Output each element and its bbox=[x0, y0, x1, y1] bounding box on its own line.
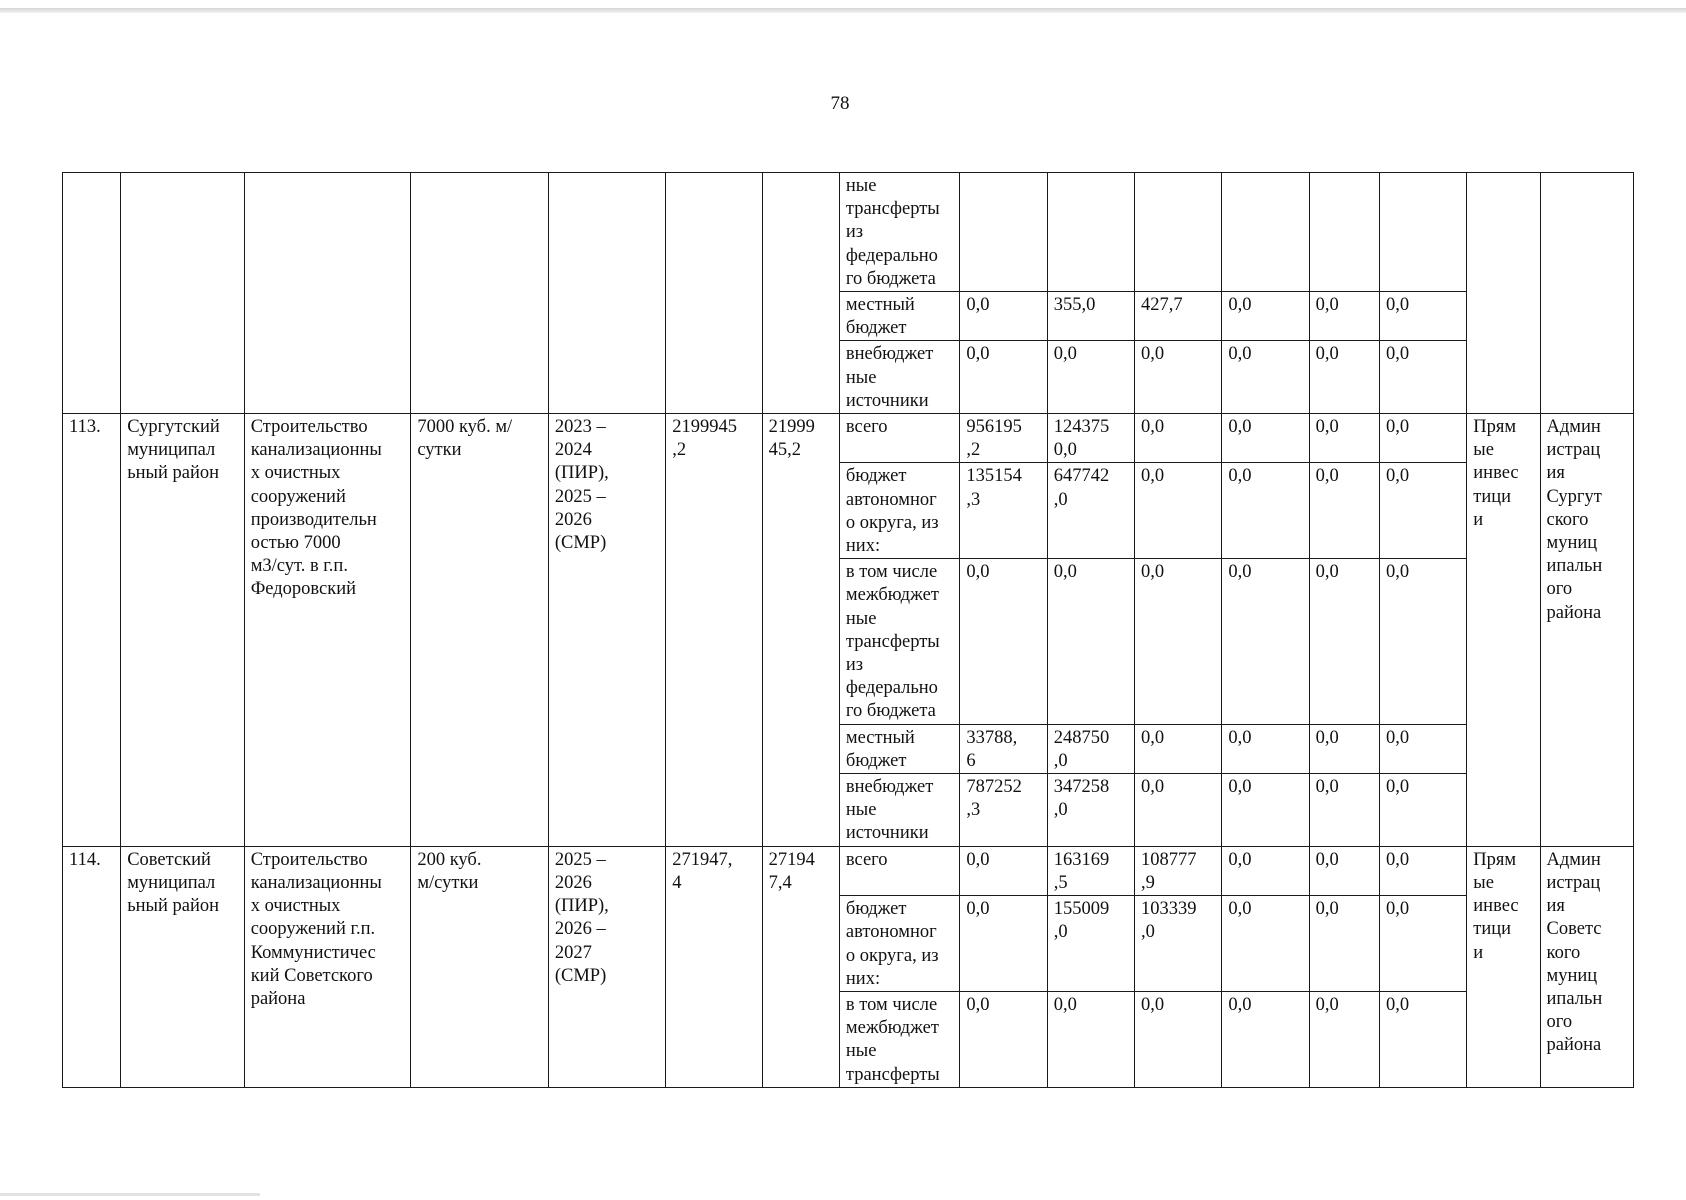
table-row bbox=[63, 846, 1634, 895]
funding-source: ные трансферты из федерально го бюджета bbox=[839, 173, 959, 292]
funding-value bbox=[960, 173, 1047, 292]
funding-source: бюджет автономног о округа, из них: bbox=[839, 896, 959, 992]
funding-source: в том числе межбюджет ные трансферты bbox=[839, 991, 959, 1087]
funding-source: в том числе межбюджет ные трансферты из федерально го бюджета bbox=[839, 559, 959, 724]
funding-value: 103339 ,0 bbox=[1135, 896, 1222, 992]
funding-value: 0,0 bbox=[1222, 414, 1309, 463]
funding-value: 0,0 bbox=[1379, 414, 1466, 463]
funding-value: 135154 ,3 bbox=[960, 463, 1047, 559]
funding-value: 0,0 bbox=[960, 846, 1047, 895]
cell-cost-total bbox=[762, 173, 839, 414]
funding-value: 0,0 bbox=[1047, 991, 1134, 1087]
funding-source: внебюджет ные источники bbox=[839, 774, 959, 847]
funding-value: 0,0 bbox=[960, 292, 1047, 341]
page-number: 78 bbox=[830, 93, 850, 114]
funding-value bbox=[1309, 173, 1379, 292]
funding-value: 0,0 bbox=[1135, 341, 1222, 414]
project-mechanism: Прям ые инвес тици и bbox=[1467, 414, 1540, 847]
funding-value: 0,0 bbox=[1047, 341, 1134, 414]
funding-value bbox=[1135, 173, 1222, 292]
funding-value: 355,0 bbox=[1047, 292, 1134, 341]
cell-period bbox=[548, 173, 665, 414]
project-responsible: Админ истрац ия Сургут ского муниц ипальн ого района bbox=[1540, 414, 1633, 847]
funding-source: внебюджет ные источники bbox=[839, 341, 959, 414]
funding-value: 0,0 bbox=[1379, 846, 1466, 895]
project-object: Строительство канализационны х очистных сооружений производительн остью 7000 м3/сут. в г.п. Федоровский bbox=[244, 414, 411, 847]
project-mechanism: Прям ые инвес тици и bbox=[1467, 846, 1540, 1087]
funding-value: 0,0 bbox=[1047, 559, 1134, 724]
funding-value: 0,0 bbox=[1222, 292, 1309, 341]
funding-value: 0,0 bbox=[960, 896, 1047, 992]
funding-value: 0,0 bbox=[1379, 341, 1466, 414]
funding-value: 0,0 bbox=[960, 559, 1047, 724]
funding-value bbox=[1379, 173, 1466, 292]
funding-value: 647742 ,0 bbox=[1047, 463, 1134, 559]
project-number: 113. bbox=[63, 414, 121, 847]
funding-value: 0,0 bbox=[1379, 991, 1466, 1087]
funding-value: 124375 0,0 bbox=[1047, 414, 1134, 463]
project-cost: 2199945 ,2 bbox=[666, 414, 762, 847]
funding-value: 0,0 bbox=[1135, 991, 1222, 1087]
funding-value: 0,0 bbox=[1309, 292, 1379, 341]
funding-value: 0,0 bbox=[1135, 724, 1222, 773]
funding-value: 0,0 bbox=[1309, 991, 1379, 1087]
funding-value: 0,0 bbox=[1222, 774, 1309, 847]
funding-source: всего bbox=[839, 414, 959, 463]
funding-value: 0,0 bbox=[1135, 463, 1222, 559]
funding-value: 0,0 bbox=[1379, 724, 1466, 773]
funding-value: 787252 ,3 bbox=[960, 774, 1047, 847]
funding-value: 0,0 bbox=[1222, 463, 1309, 559]
table-row bbox=[63, 173, 1634, 292]
project-cost: 271947, 4 bbox=[666, 846, 762, 1087]
funding-value: 0,0 bbox=[1222, 341, 1309, 414]
cell-responsible bbox=[1540, 173, 1633, 414]
funding-value: 0,0 bbox=[1135, 414, 1222, 463]
funding-value: 0,0 bbox=[1379, 559, 1466, 724]
funding-value: 0,0 bbox=[1309, 774, 1379, 847]
cell-number bbox=[63, 173, 121, 414]
funding-value: 0,0 bbox=[1135, 559, 1222, 724]
funding-value: 0,0 bbox=[1379, 896, 1466, 992]
funding-value: 0,0 bbox=[1222, 896, 1309, 992]
funding-value: 0,0 bbox=[1222, 991, 1309, 1087]
funding-value: 163169 ,5 bbox=[1047, 846, 1134, 895]
funding-source: бюджет автономног о округа, из них: bbox=[839, 463, 959, 559]
funding-value: 0,0 bbox=[1309, 559, 1379, 724]
project-number: 114. bbox=[63, 846, 121, 1087]
scan-edge-bottom bbox=[0, 1193, 260, 1196]
funding-value: 0,0 bbox=[1309, 724, 1379, 773]
funding-value: 0,0 bbox=[1309, 341, 1379, 414]
project-municipality: Сургутский муниципал ьный район bbox=[121, 414, 244, 847]
funding-value: 347258 ,0 bbox=[1047, 774, 1134, 847]
project-period: 2025 – 2026 (ПИР), 2026 – 2027 (СМР) bbox=[548, 846, 665, 1087]
investment-projects-table bbox=[62, 172, 1634, 1088]
project-period: 2023 – 2024 (ПИР), 2025 – 2026 (СМР) bbox=[548, 414, 665, 847]
funding-value bbox=[1222, 173, 1309, 292]
funding-source: местный бюджет bbox=[839, 724, 959, 773]
funding-value: 0,0 bbox=[1379, 292, 1466, 341]
funding-value: 155009 ,0 bbox=[1047, 896, 1134, 992]
funding-value: 0,0 bbox=[1379, 774, 1466, 847]
project-capacity: 7000 куб. м/ сутки bbox=[411, 414, 549, 847]
cell-capacity bbox=[411, 173, 549, 414]
cell-cost bbox=[666, 173, 762, 414]
funding-value: 0,0 bbox=[1379, 463, 1466, 559]
project-responsible: Админ истрац ия Советс кого муниц ипальн ого района bbox=[1540, 846, 1633, 1087]
funding-value: 0,0 bbox=[1222, 724, 1309, 773]
funding-value: 427,7 bbox=[1135, 292, 1222, 341]
funding-source: местный бюджет bbox=[839, 292, 959, 341]
project-object: Строительство канализационны х очистных сооружений г.п. Коммунистичес кий Советского района bbox=[244, 846, 411, 1087]
table-row bbox=[63, 414, 1634, 463]
funding-value: 0,0 bbox=[1309, 896, 1379, 992]
funding-value: 248750 ,0 bbox=[1047, 724, 1134, 773]
project-capacity: 200 куб. м/сутки bbox=[411, 846, 549, 1087]
funding-value: 956195 ,2 bbox=[960, 414, 1047, 463]
funding-value: 0,0 bbox=[1309, 414, 1379, 463]
funding-source: всего bbox=[839, 846, 959, 895]
funding-value: 0,0 bbox=[1135, 774, 1222, 847]
project-municipality: Советский муниципал ьный район bbox=[121, 846, 244, 1087]
cell-mechanism bbox=[1467, 173, 1540, 414]
funding-value: 0,0 bbox=[1309, 846, 1379, 895]
cell-object bbox=[244, 173, 411, 414]
cell-municipality bbox=[121, 173, 244, 414]
funding-value: 108777 ,9 bbox=[1135, 846, 1222, 895]
funding-value bbox=[1047, 173, 1134, 292]
funding-value: 0,0 bbox=[1309, 463, 1379, 559]
funding-value: 0,0 bbox=[960, 341, 1047, 414]
project-cost-total: 27194 7,4 bbox=[762, 846, 839, 1087]
scan-edge-top bbox=[0, 8, 1686, 13]
funding-value: 0,0 bbox=[960, 991, 1047, 1087]
funding-value: 0,0 bbox=[1222, 846, 1309, 895]
funding-value: 0,0 bbox=[1222, 559, 1309, 724]
project-cost-total: 21999 45,2 bbox=[762, 414, 839, 847]
funding-value: 33788, 6 bbox=[960, 724, 1047, 773]
